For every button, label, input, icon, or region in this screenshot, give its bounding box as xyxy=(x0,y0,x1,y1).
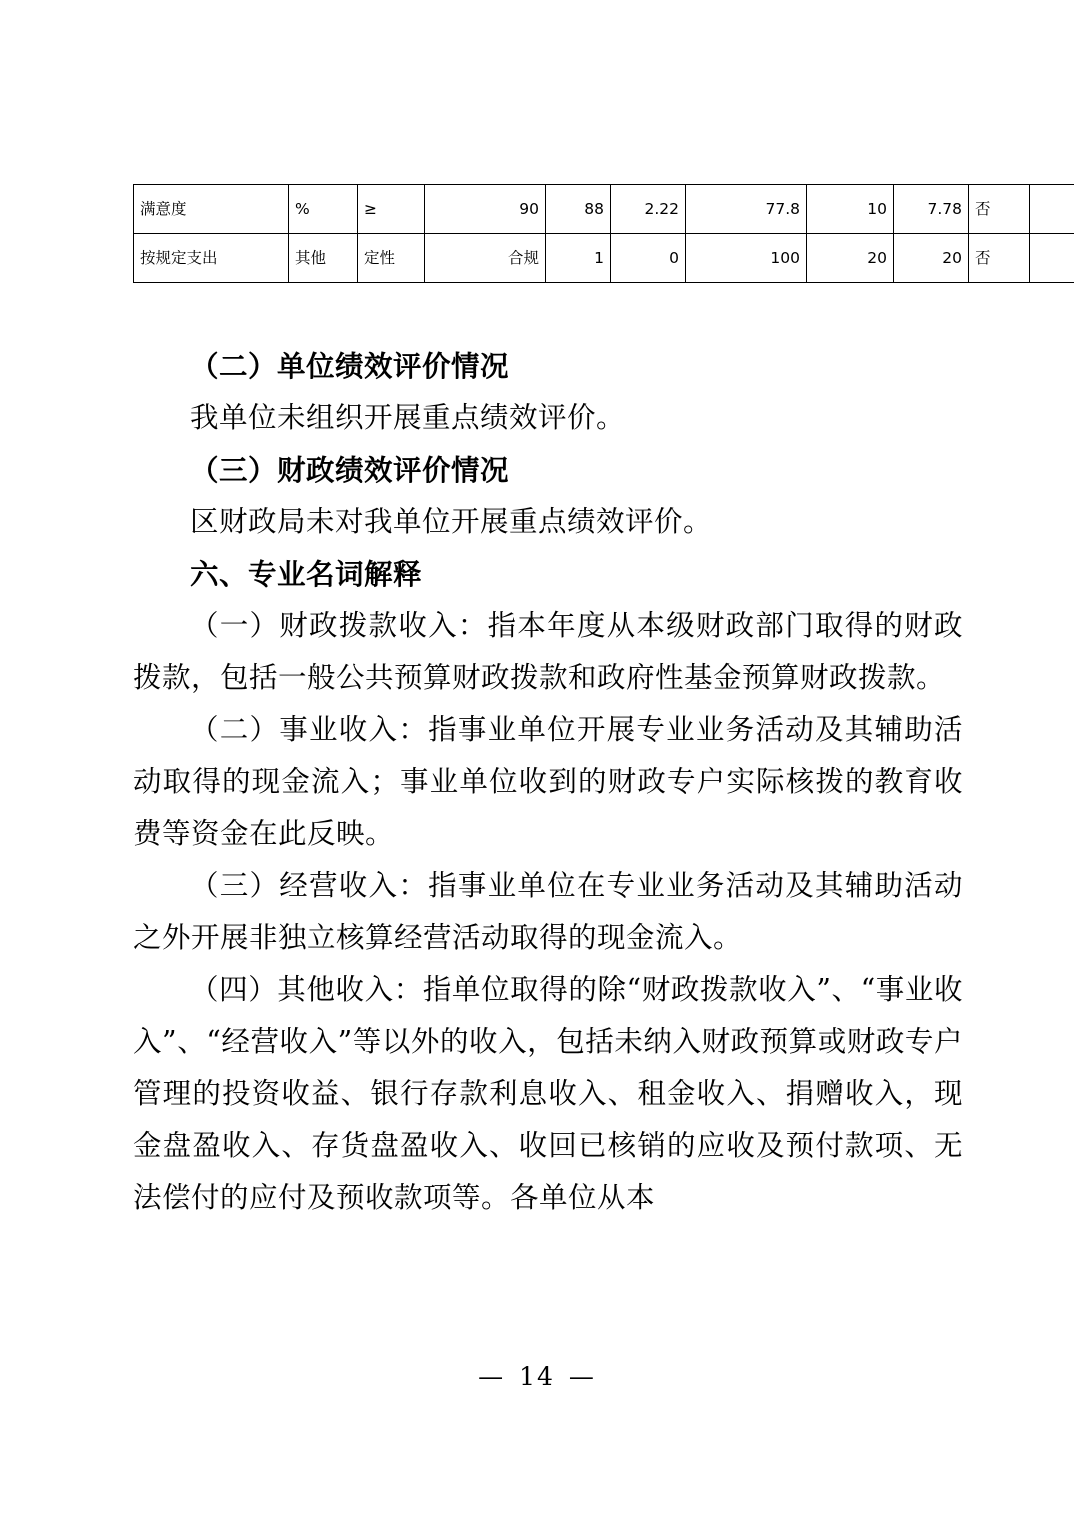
cell-direction: ≥ xyxy=(358,185,425,234)
document-body xyxy=(133,340,963,1224)
cell-unit: % xyxy=(289,185,358,234)
cell-actual-score: 20 xyxy=(894,234,969,283)
cell-score-rate: 100 xyxy=(686,234,807,283)
section-heading-terminology: 六、专业名词解释 xyxy=(190,557,423,591)
performance-table-wrapper xyxy=(133,184,991,283)
cell-deviation-rate: 2.22 xyxy=(611,185,686,234)
cell-note xyxy=(1030,234,1074,283)
page-footer xyxy=(0,1362,1074,1391)
cell-weight: 10 xyxy=(807,185,894,234)
paragraph-unit-evaluation: 我单位未组织开展重点绩效评价。 xyxy=(190,401,626,434)
table-row xyxy=(134,185,1074,234)
cell-deviation-rate: 0 xyxy=(611,234,686,283)
footer-dash-right: — xyxy=(568,1362,596,1391)
paragraph-term-other-income: （四）其他收入：指单位取得的除“财政拨款收入”、“事业收入”、“经营收入”等以外的收入，包括未纳入财政预算或财政专户管理的投资收益、银行存款利息收入、租金收入、捐赠收入，现金盘盈收入、存货盘盈收入、收回已核销的应收及预付款项、无法偿付的应付及预收款项等。各单位从本 xyxy=(133,973,963,1214)
performance-indicator-table xyxy=(133,184,1074,283)
paragraph-finance-evaluation: 区财政局未对我单位开展重点绩效评价。 xyxy=(190,505,713,538)
paragraph-term-operating-income: （三）经营收入：指事业单位在专业业务活动及其辅助活动之外开展非独立核算经营活动取得的现金流入。 xyxy=(133,869,963,954)
paragraph-term-business-income: （二）事业收入：指事业单位开展专业业务活动及其辅助活动取得的现金流入；事业单位收到的财政专户实际核拨的教育收费等资金在此反映。 xyxy=(133,713,963,850)
section-heading-unit-evaluation: （二）单位绩效评价情况 xyxy=(190,349,510,383)
cell-direction: 定性 xyxy=(358,234,425,283)
table-row xyxy=(134,234,1074,283)
cell-actual-value: 88 xyxy=(546,185,611,234)
cell-actual-score: 7.78 xyxy=(894,185,969,234)
cell-unit: 其他 xyxy=(289,234,358,283)
cell-deviated-flag: 否 xyxy=(969,234,1030,283)
cell-note xyxy=(1030,185,1074,234)
cell-score-rate: 77.8 xyxy=(686,185,807,234)
cell-actual-value: 1 xyxy=(546,234,611,283)
cell-weight: 20 xyxy=(807,234,894,283)
cell-deviated-flag: 否 xyxy=(969,185,1030,234)
footer-dash-left: — xyxy=(478,1362,506,1391)
cell-indicator-name: 按规定支出 xyxy=(134,234,289,283)
paragraph-term-fiscal-appropriation-income: （一）财政拨款收入：指本年度从本级财政部门取得的财政拨款，包括一般公共预算财政拨款和政府性基金预算财政拨款。 xyxy=(133,609,963,694)
cell-indicator-name: 满意度 xyxy=(134,185,289,234)
section-heading-finance-evaluation: （三）财政绩效评价情况 xyxy=(190,453,510,487)
cell-target-value: 90 xyxy=(425,185,546,234)
cell-target-value: 合规 xyxy=(425,234,546,283)
page-number: 14 xyxy=(519,1362,555,1391)
